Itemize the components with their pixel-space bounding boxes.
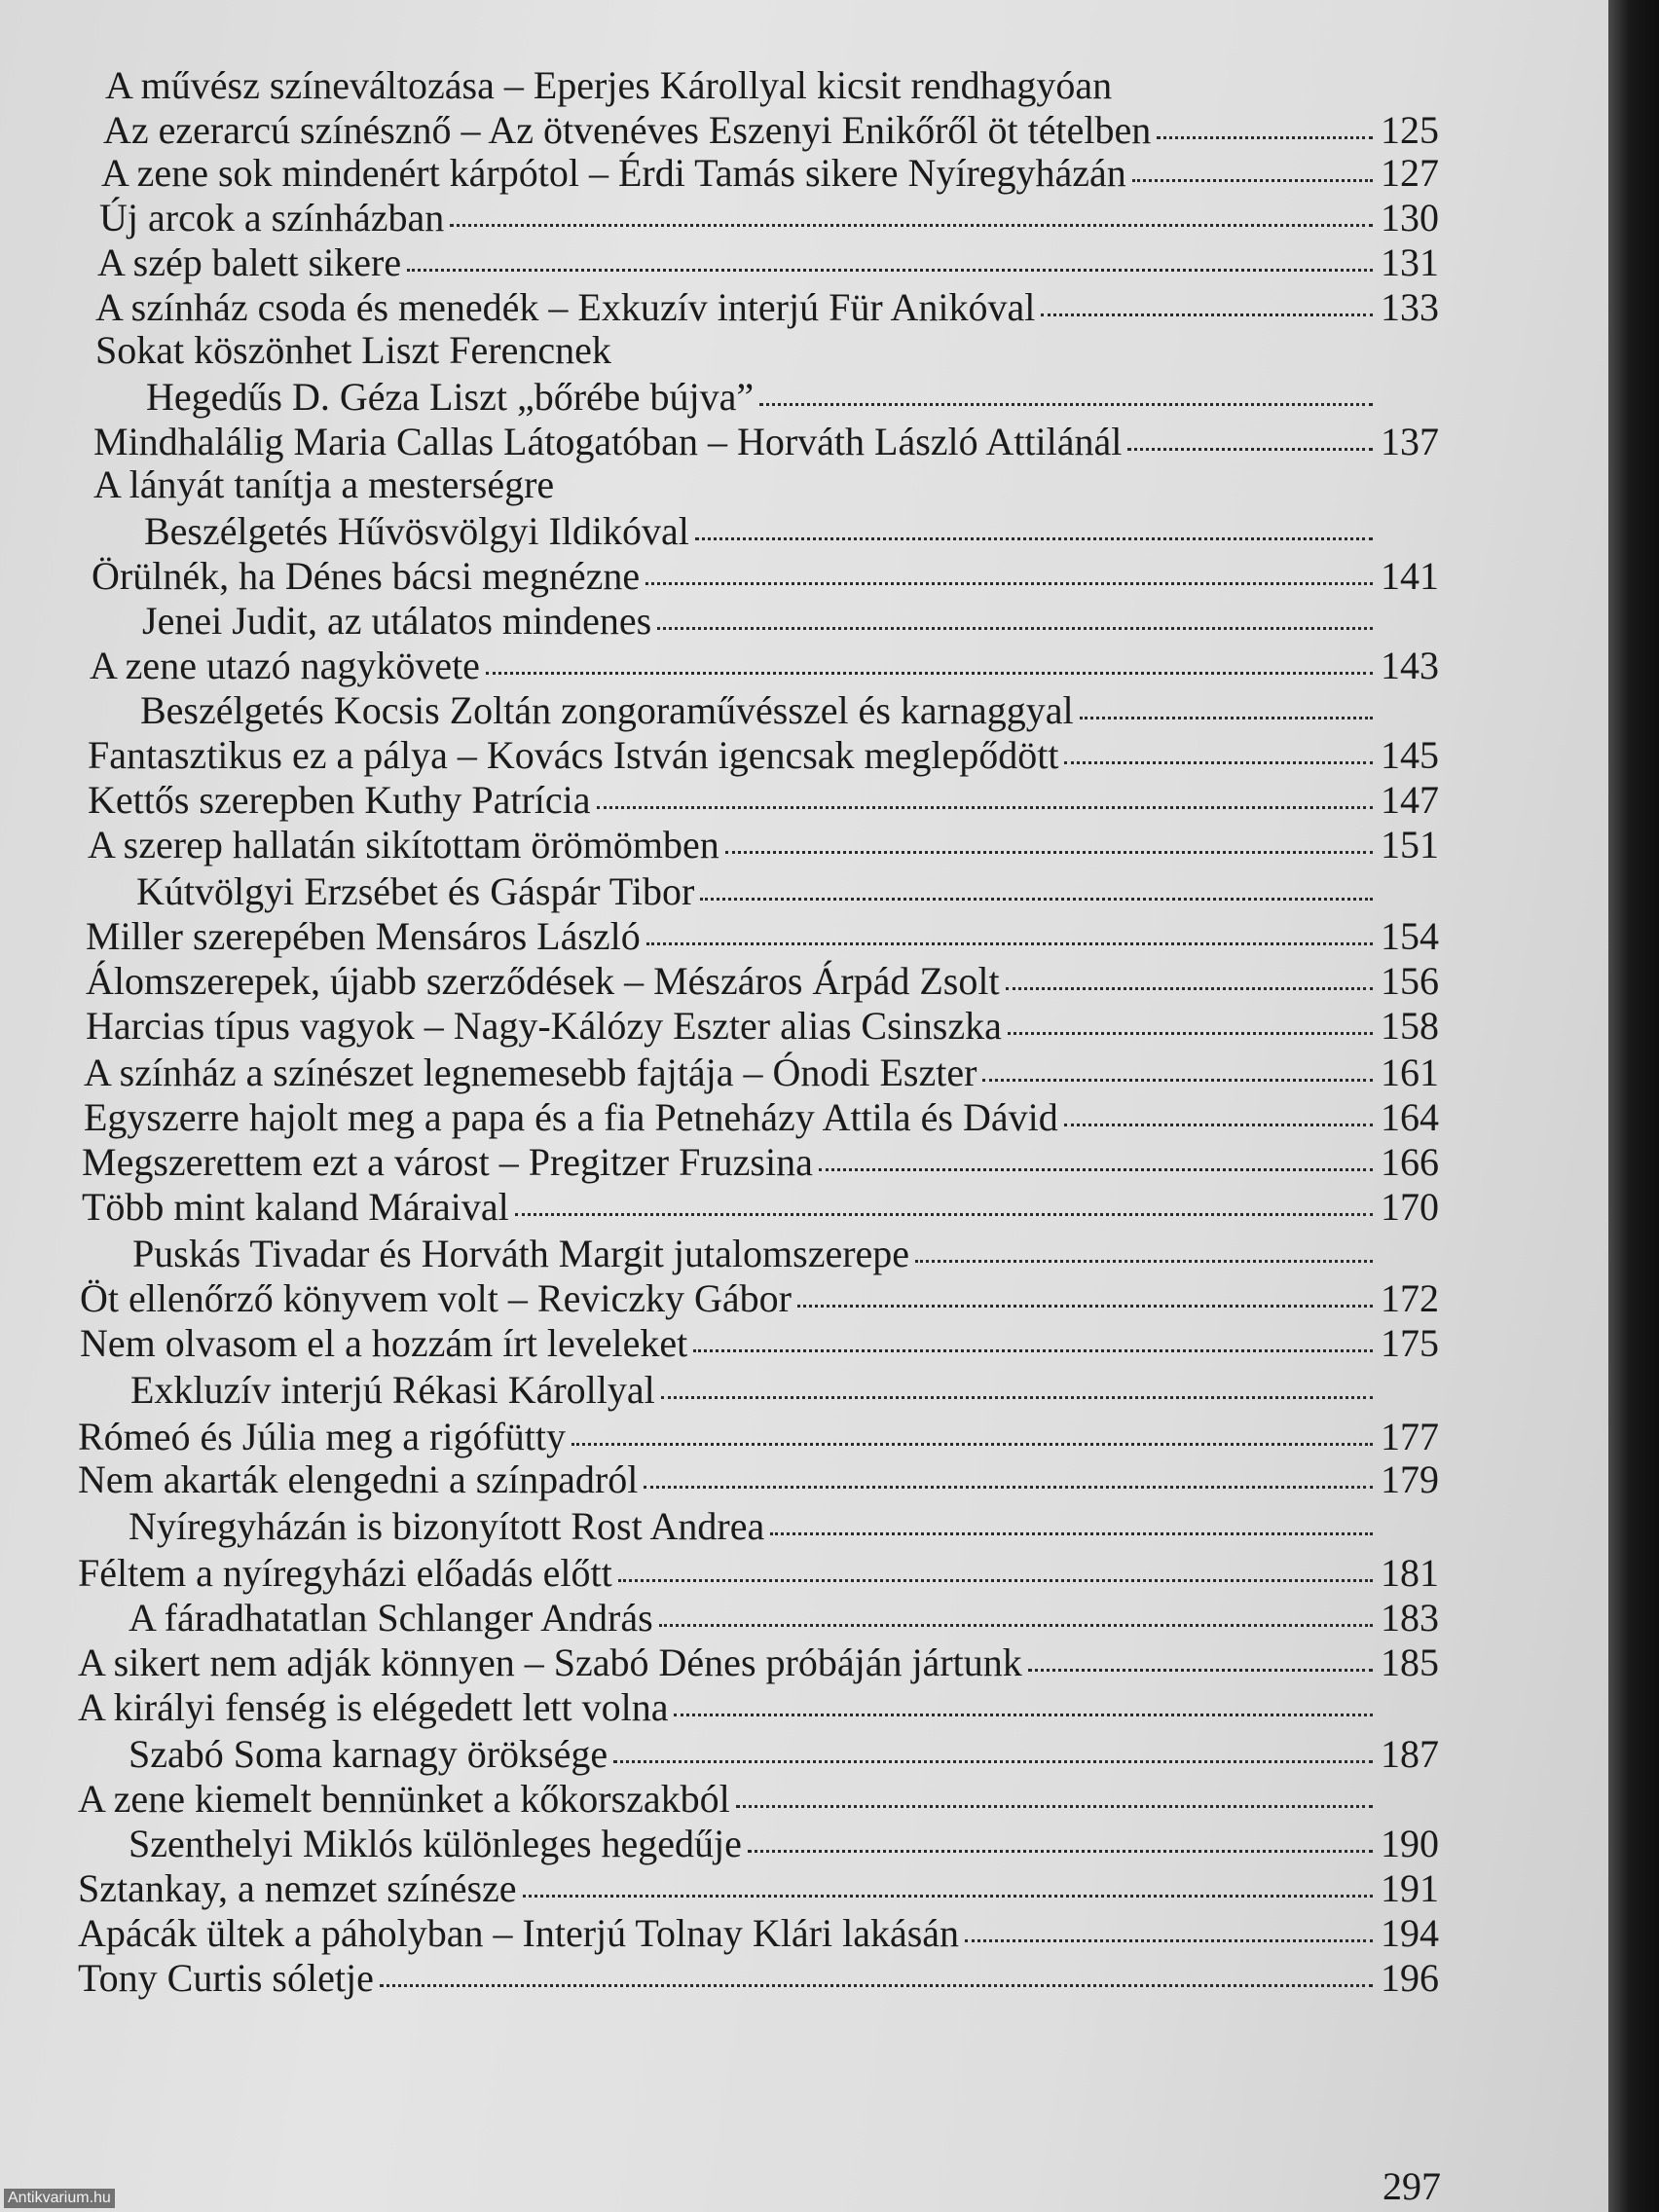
toc-entry (78, 1777, 1439, 1821)
toc-entry-page: 154 (1381, 914, 1439, 958)
dotted-leader (659, 1612, 1373, 1627)
toc-entry-title: Beszélgetés Kocsis Zoltán zongoraművésszel és karnaggyal (140, 688, 1074, 732)
dotted-leader (571, 1431, 1373, 1446)
toc-entry-title: Megszerettem ezt a várost – Pregitzer Fruzsina (82, 1140, 813, 1184)
toc-entry-page: 181 (1381, 1551, 1439, 1595)
toc-entry (78, 1866, 1439, 1910)
toc-entry (88, 778, 1439, 822)
toc-entry (136, 869, 1439, 913)
toc-entry-title: A fáradhatatlan Schlanger András (129, 1596, 653, 1640)
toc-entry-title: Kettős szerepben Kuthy Patrícia (88, 778, 591, 822)
toc-entry-title: A szép balett sikere (97, 240, 402, 284)
dotted-leader (380, 1972, 1373, 1987)
toc-entry (80, 1276, 1439, 1320)
dotted-leader (486, 660, 1373, 675)
toc-entry (132, 1232, 1439, 1275)
toc-entry (86, 1004, 1439, 1048)
toc-entry-title: Hegedűs D. Géza Liszt „bőrébe bújva” (146, 375, 755, 419)
dotted-leader (1080, 705, 1373, 719)
toc-entry (86, 914, 1439, 958)
toc-entry (84, 1053, 1439, 1092)
toc-entry-title: Exkluzív interjú Rékasi Károllyal (130, 1368, 655, 1412)
toc-entry (78, 1911, 1439, 1955)
toc-entry (142, 599, 1439, 643)
toc-entry-title: Sokat köszönhet Liszt Ferencnek (95, 328, 611, 372)
dotted-leader (450, 212, 1373, 227)
dotted-leader (661, 1384, 1373, 1399)
toc-entry-title: A sikert nem adják könnyen – Szabó Dénes próbáján jártunk (78, 1641, 1022, 1684)
toc-entry-title: Sztankay, a nemzet színésze (78, 1866, 517, 1910)
toc-entry (82, 1140, 1439, 1184)
toc-entry-title: A színház csoda és menedék – Exkuzív interjú Für Anikóval (95, 285, 1036, 329)
toc-entry-page: 194 (1381, 1911, 1439, 1955)
dotted-leader (695, 526, 1373, 540)
toc-entry-title: A zene sok mindenért kárpótol – Érdi Tamás sikere Nyíregyházán (101, 151, 1126, 195)
toc-entry-title: A lányát tanítja a mesterségre (93, 462, 555, 506)
dotted-leader (674, 1702, 1373, 1716)
toc-entry-page: 161 (1381, 1051, 1439, 1094)
page-number: 297 (1382, 2164, 1441, 2208)
toc-entry (78, 1643, 1439, 1682)
toc-entry-page: 143 (1381, 644, 1439, 687)
toc-entry (86, 959, 1439, 1003)
toc-entry (140, 688, 1439, 732)
toc-entry-title: Szabó Soma karnagy öröksége (129, 1732, 608, 1776)
toc-entry-page: 164 (1381, 1095, 1439, 1139)
toc-entry (78, 1956, 1439, 2000)
dotted-leader (657, 615, 1373, 630)
toc-entry (78, 1551, 1439, 1595)
toc-entry-page: 147 (1381, 778, 1439, 822)
toc-entry-page: 196 (1381, 1956, 1439, 2000)
toc-entry-title: A királyi fenség is elégedett lett volna (78, 1685, 669, 1729)
toc-entry (78, 1685, 1439, 1729)
dotted-leader (644, 1474, 1373, 1489)
toc-entry-page: 156 (1381, 959, 1439, 1003)
dotted-leader (618, 1567, 1373, 1582)
dotted-leader (770, 1521, 1373, 1535)
toc-entry-page: 179 (1381, 1457, 1439, 1501)
toc-entry-page: 158 (1381, 1004, 1439, 1048)
dotted-leader (1006, 976, 1373, 990)
dotted-leader (965, 1928, 1373, 1942)
dotted-leader (645, 571, 1373, 585)
toc-entry-page: 131 (1381, 240, 1439, 284)
dotted-leader (1041, 302, 1373, 316)
toc-entry (93, 462, 1439, 506)
toc-entry-page: 141 (1381, 554, 1439, 598)
dotted-leader (982, 1067, 1373, 1082)
dotted-leader (1064, 1112, 1373, 1126)
dotted-leader (1008, 1020, 1373, 1035)
toc-entry (99, 196, 1439, 240)
toc-entry (84, 1095, 1439, 1139)
toc-entry-page: 187 (1381, 1732, 1439, 1776)
toc-entry (78, 1457, 1439, 1501)
toc-entry-title: A zene utazó nagykövete (90, 644, 480, 687)
toc-entry (144, 509, 1439, 553)
toc-entry-page: 130 (1381, 196, 1439, 240)
toc-entry-title: A zene kiemelt bennünket a kőkorszakból (78, 1777, 730, 1821)
dotted-leader (797, 1293, 1373, 1308)
dotted-leader (915, 1248, 1373, 1263)
toc-entry-title: Apácák ültek a páholyban – Interjú Tolnay Klári lakásán (78, 1911, 960, 1955)
dotted-leader (1064, 750, 1373, 764)
toc-entry-title: Egyszerre hajolt meg a papa és a fia Petneházy Attila és Dávid (84, 1095, 1058, 1139)
toc-entry (129, 1596, 1439, 1640)
toc-entry (80, 1321, 1439, 1365)
toc-entry-page: 172 (1381, 1276, 1439, 1320)
dotted-leader (759, 391, 1373, 406)
toc-entry (130, 1368, 1439, 1412)
toc-entry (129, 1732, 1439, 1776)
toc-entry-page: 177 (1381, 1415, 1439, 1458)
dotted-leader (725, 839, 1373, 854)
toc-entry (88, 733, 1439, 777)
dotted-leader (819, 1157, 1373, 1171)
toc-entry-page: 175 (1381, 1321, 1439, 1365)
toc-entry-page: 166 (1381, 1140, 1439, 1184)
toc-entry (97, 240, 1439, 284)
toc-entry (129, 1822, 1439, 1865)
toc-entry-title: Puskás Tivadar és Horváth Margit jutalomszerepe (132, 1232, 910, 1275)
dotted-leader (1028, 1657, 1373, 1672)
toc-entry-title: Új arcok a színházban (99, 196, 445, 240)
toc-entry-title: Harcias típus vagyok – Nagy-Kálózy Eszter alias Csinszka (86, 1004, 1002, 1048)
watermark: Antikvarium.hu (4, 2189, 115, 2208)
toc-entry-page: 190 (1381, 1822, 1439, 1865)
toc-entry-page: 151 (1381, 823, 1439, 866)
dotted-leader (700, 886, 1373, 901)
toc-entry-title: Szenthelyi Miklós különleges hegedűje (129, 1822, 742, 1865)
dotted-leader (1132, 167, 1373, 182)
toc-entry (105, 63, 1439, 107)
dotted-leader (646, 931, 1373, 945)
toc-entry-title: Nem akarták elengedni a színpadról (78, 1457, 639, 1501)
toc-entry (82, 1185, 1439, 1229)
toc-entry-title: Örülnék, ha Dénes bácsi megnézne (92, 554, 641, 598)
dotted-leader (523, 1883, 1373, 1898)
dotted-leader (613, 1749, 1373, 1763)
toc-entry-title: A szerep hallatán sikítottam örömömben (88, 823, 719, 866)
toc-entry (103, 108, 1439, 152)
toc-entry-page: 185 (1381, 1641, 1439, 1684)
toc-entry-title: Beszélgetés Hűvösvölgyi Ildikóval (144, 509, 689, 553)
toc-entry (78, 1415, 1439, 1458)
toc-entry-page: 183 (1381, 1596, 1439, 1640)
dotted-leader (1127, 436, 1373, 451)
dotted-leader (515, 1201, 1373, 1216)
toc-entry (146, 375, 1439, 419)
dotted-leader (597, 794, 1373, 809)
toc-entry-title: Féltem a nyíregyházi előadás előtt (78, 1551, 612, 1595)
toc-entry (92, 554, 1439, 598)
toc-entry (95, 328, 1439, 372)
dotted-leader (748, 1838, 1373, 1853)
toc-entry-title: Nyíregyházán is bizonyított Rost Andrea (129, 1504, 765, 1548)
toc-entry-title: Tony Curtis sóletje (78, 1956, 374, 2000)
dotted-leader (1157, 125, 1373, 139)
dotted-leader (407, 257, 1373, 272)
toc-entry-title: Kútvölgyi Erzsébet és Gáspár Tibor (136, 869, 695, 913)
toc-entry (90, 646, 1439, 685)
toc-entry-title: A művész színeváltozása – Eperjes Károllyal kicsit rendhagyóan (105, 63, 1113, 107)
dotted-leader (736, 1793, 1373, 1808)
toc-entry-title: Az ezerarcú színésznő – Az ötvenéves Eszenyi Enikőről öt tételben (103, 108, 1152, 152)
book-spine-shadow (1608, 0, 1659, 2212)
toc-entry (129, 1504, 1439, 1548)
toc-entry-title: A színház a színészet legnemesebb fajtája – Ónodi Eszter (84, 1051, 977, 1094)
toc-entry (101, 151, 1439, 195)
toc-entry-page: 145 (1381, 733, 1439, 777)
toc-entry-title: Mindhalálig Maria Callas Látogatóban – Horváth László Attilánál (93, 420, 1123, 463)
toc-entry-title: Rómeó és Júlia meg a rigófütty (78, 1415, 567, 1458)
toc-entry-page: 127 (1381, 151, 1439, 195)
toc-entry-title: Fantasztikus ez a pálya – Kovács István igencsak meglepődött (88, 733, 1059, 777)
toc-entry-title: Több mint kaland Máraival (82, 1185, 509, 1229)
toc-entry-title: Álomszerepek, újabb szerződések – Mészáros Árpád Zsolt (86, 959, 1000, 1003)
toc-entry-page: 170 (1381, 1185, 1439, 1229)
toc-entry (95, 285, 1439, 329)
toc-entry-page: 137 (1381, 420, 1439, 463)
toc-entry-page: 133 (1381, 285, 1439, 329)
toc-entry (88, 823, 1439, 866)
dotted-leader (693, 1338, 1373, 1352)
toc-entry (93, 420, 1439, 463)
toc-entry-title: Jenei Judit, az utálatos mindenes (142, 599, 652, 643)
toc-entry-title: Miller szerepében Mensáros László (86, 914, 641, 958)
toc-entry-page: 191 (1381, 1866, 1439, 1910)
toc-entry-title: Öt ellenőrző könyvem volt – Reviczky Gábor (80, 1276, 792, 1320)
toc-entry-page: 125 (1381, 108, 1439, 152)
toc-entry-title: Nem olvasom el a hozzám írt leveleket (80, 1321, 688, 1365)
